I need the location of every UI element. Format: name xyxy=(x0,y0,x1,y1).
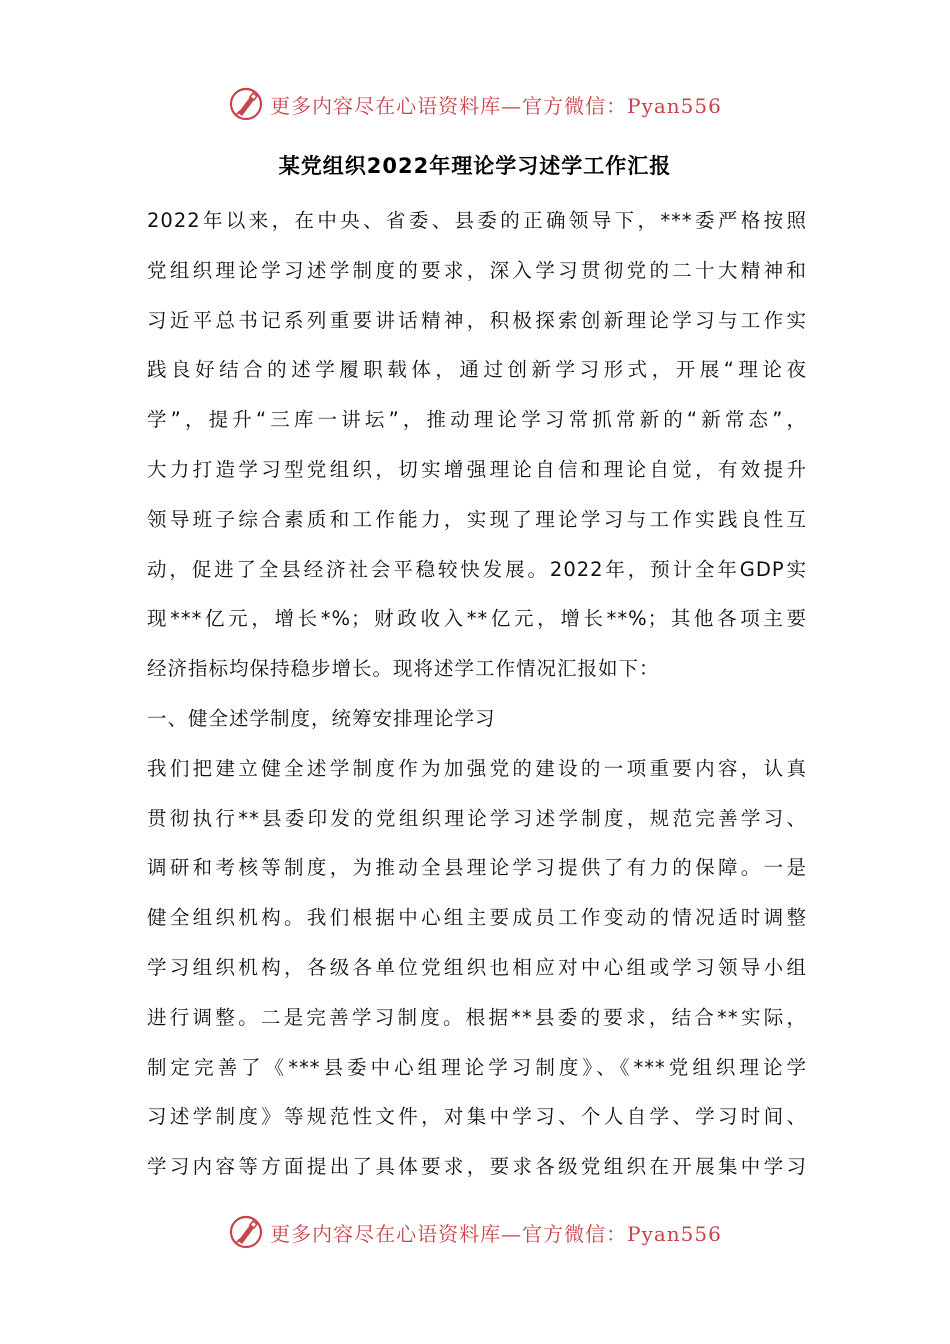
watermark-banner-bottom xyxy=(0,1212,950,1252)
paragraph-line: 践良好结合的述学履职载体，通过创新学习形式，开展“理论夜 xyxy=(147,358,807,382)
paragraph-line: 我们把建立健全述学制度作为加强党的建设的一项重要内容，认真 xyxy=(147,756,807,780)
paragraph-line: 习述学制度》等规范性文件，对集中学习、个人自学、学习时间、 xyxy=(147,1105,807,1129)
pen-nib-logo-icon xyxy=(228,1214,264,1250)
section-heading: 一、健全述学制度，统筹安排理论学习 xyxy=(147,706,496,730)
paragraph-line: 动，促进了全县经济社会平稳较快发展。2022年，预计全年GDP实 xyxy=(147,557,807,581)
paragraph-line: 贯彻执行**县委印发的党组织理论学习述学制度，规范完善学习、 xyxy=(147,806,807,830)
paragraph-line: 学习内容等方面提出了具体要求，要求各级党组织在开展集中学习 xyxy=(147,1155,807,1179)
paragraph-line: 大力打造学习型党组织，切实增强理论自信和理论自觉，有效提升 xyxy=(147,457,807,481)
watermark-text: 更多内容尽在心语资料库—官方微信：Pyan556 xyxy=(270,1221,722,1246)
paragraph-line: 现***亿元，增长*%；财政收入**亿元，增长**%；其他各项主要 xyxy=(147,607,807,631)
paragraph-line: 进行调整。二是完善学习制度。根据**县委的要求，结合**实际， xyxy=(147,1005,807,1029)
paragraph-line: 党组织理论学习述学制度的要求，深入学习贯彻党的二十大精神和 xyxy=(147,258,807,282)
paragraph-line: 调研和考核等制度，为推动全县理论学习提供了有力的保障。一是 xyxy=(147,856,807,880)
paragraph-line: 制定完善了《***县委中心组理论学习制度》、《***党组织理论学 xyxy=(147,1055,807,1079)
paragraph-line: 2022年以来，在中央、省委、县委的正确领导下，***委严格按照 xyxy=(147,209,807,232)
paragraph-line: 习近平总书记系列重要讲话精神，积极探索创新理论学习与工作实 xyxy=(147,308,807,332)
pen-nib-logo-icon xyxy=(228,86,264,122)
paragraph-line: 领导班子综合素质和工作能力，实现了理论学习与工作实践良性互 xyxy=(147,507,807,531)
paragraph-line: 学”，提升“三库一讲坛”，推动理论学习常抓常新的“新常态”， xyxy=(147,408,807,432)
watermark-banner-top xyxy=(0,84,950,124)
document-title: 某党组织2022年理论学习述学工作汇报 xyxy=(278,154,672,178)
paragraph-line: 经济指标均保持稳步增长。现将述学工作情况汇报如下： xyxy=(147,657,660,681)
document-body xyxy=(147,196,807,1192)
paragraph-line: 学习组织机构，各级各单位党组织也相应对中心组或学习领导小组 xyxy=(147,955,807,979)
watermark-text: 更多内容尽在心语资料库—官方微信：Pyan556 xyxy=(270,93,722,118)
paragraph-line: 健全组织机构。我们根据中心组主要成员工作变动的情况适时调整 xyxy=(147,906,807,930)
